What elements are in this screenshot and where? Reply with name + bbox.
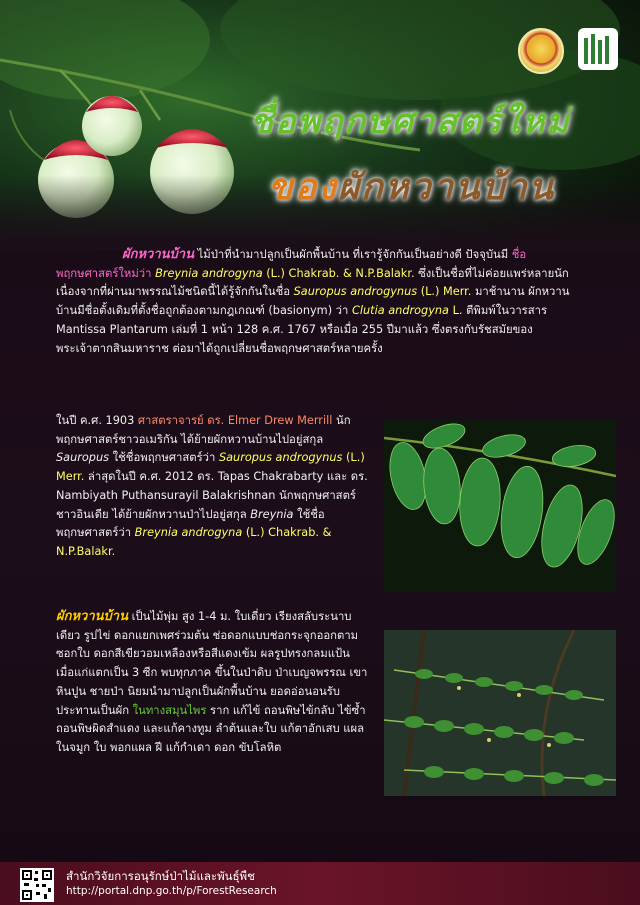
text-span: ใช้ชื่อพฤกษศาสตร์ว่า xyxy=(56,507,325,540)
lead-word: ผักหวานบ้าน xyxy=(122,247,194,262)
scientific-name: Clutia androgyna xyxy=(351,304,449,318)
text-span: ตีพิมพ์ในวารสาร Mantissa Plantarum เล่มที่ 1 หน้า 128 ค.ศ. 1767 หรือเมื่อ 255 ปีมาแล้ว ซึ่งตรงกับรัชสมัยของพระเจ้าตากสินมหาราช ต่อมาได้ถูกเปลี่ยนชื่อพฤกษศาสตร์หลายครั้ง xyxy=(56,304,548,355)
website-link[interactable]: http://portal.dnp.go.th/p/ForestResearch xyxy=(66,885,277,897)
intro-paragraph xyxy=(56,246,588,358)
scientific-name: Breynia androgyna xyxy=(134,526,243,540)
title-line-2-prefix: ของ xyxy=(268,166,338,208)
text-span: เป็นไม้พุ่ม สูง 1-4 ม. ใบเดี่ยว เรียงสลับระนาบเดียว รูปไข่ ดอกแยกเพศร่วมต้น ช่อดอกแบบช่อกระจุกออกตามซอกใบ ดอกสีเขียวอมเหลืองหรือสีแดงเข้ม ผลรูปทรงกลมแป้น เมื่อแก่แตกเป็น 3 ซีก พบทุกภาค ขึ้นในป่าดิบ ป่าเบญจพรรณ เขาหินปูน ชายป่า นิยมนำมาปลูกเป็นผักพื้นบ้าน ยอดอ่อนอนรับประทานเป็นผัก xyxy=(56,610,368,717)
text-span: ไม้ป่าที่นำมาปลูกเป็นผักพื้นบ้าน ที่เรารู้จักกันเป็นอย่างดี ปัจจุบันมี xyxy=(193,248,512,261)
qr-code[interactable] xyxy=(20,868,54,902)
text-span: ชื่อพฤกษศาสตร์ใหม่ว่า xyxy=(56,248,527,280)
title-line-2-name: ผักหวานบ้าน xyxy=(337,166,556,208)
author-citation: (L.) Merr. xyxy=(417,285,472,299)
organization-name: สำนักวิจัยการอนุรักษ์ป่าไม้และพันธุ์พืช xyxy=(66,869,255,883)
scientific-name: Breynia androgyna xyxy=(155,266,263,280)
text-span: ราก แก้ไข้ ถอนพิษไข้กลับ ไข้ซ้ำ ถอนพิษผิดสำแดง และแก้คางทูม ลำต้นและใบ แก้ตาอักเสบ แผลในจมูก ใบ พอกแผล ฝี แก้กำเดา ดอก ขับโลหิต xyxy=(56,703,366,754)
title-line-1: ชื่อพฤกษศาสตร์ใหม่ xyxy=(250,102,571,142)
text-span: มาช้านาน ผักหวานบ้านมีชื่อตั้งเดิมที่ตั้งชื่อถูกต้องตามกฎเกณฑ์ (basionym) ว่า xyxy=(56,285,570,318)
department-emblem xyxy=(518,28,564,74)
history-paragraph xyxy=(56,412,370,562)
genus-name: Sauropus xyxy=(56,451,110,465)
scientist-name: ศาสตราจารย์ ดร. Elmer Drew Merrill xyxy=(137,414,333,427)
text-span: ซึ่งเป็นชื่อที่ไม่ค่อยแพร่หลายนัก เนื่องจากที่ผ่านมาพรรณไม้ชนิดนี้ได้รู้จักกันในชื่อ xyxy=(56,266,569,299)
author-citation: (L.) Chakrab. & N.P.Balakr. xyxy=(262,266,415,280)
shrub-photo xyxy=(384,630,616,796)
logos xyxy=(518,28,618,74)
author-citation: (L.) Chakrab. & N.P.Balakr. xyxy=(56,526,332,558)
forest-research-logo xyxy=(578,28,618,70)
genus-name: Breynia xyxy=(250,507,294,521)
text-span: ใช้ชื่อพฤกษศาสตร์ว่า xyxy=(109,451,219,465)
text-span: ในปี ค.ศ. 1903 xyxy=(56,414,138,427)
hero-banner xyxy=(0,0,640,250)
scientific-name: Sauropus androgynus xyxy=(218,451,343,465)
herbal-heading: ในทางสมุนไพร xyxy=(132,703,207,717)
text-span: ล่าสุดในปี ค.ศ. 2012 ดร. Tapas Chakrabarty และ ดร. Nambiyath Puthansurayil Balakrishnan นักพฤกษศาสตร์ชาวอินเดีย ได้ย้ายผักหวานป่าไปอยู่สกุล xyxy=(56,470,368,521)
text-span: นักพฤกษศาสตร์ชาวอเมริกัน ได้ย้ายผักหวานบ้านไปอยู่สกุล xyxy=(56,414,351,446)
description-paragraph xyxy=(56,608,370,758)
footer-bar xyxy=(0,862,640,905)
lead-word: ผักหวานบ้าน xyxy=(56,609,128,624)
author-citation: L. xyxy=(449,304,463,318)
leaf-photo xyxy=(384,420,616,592)
title-line-2 xyxy=(268,158,555,215)
author-citation: (L.) Merr. xyxy=(56,451,365,484)
scientific-name: Sauropus androgynus xyxy=(293,285,418,299)
